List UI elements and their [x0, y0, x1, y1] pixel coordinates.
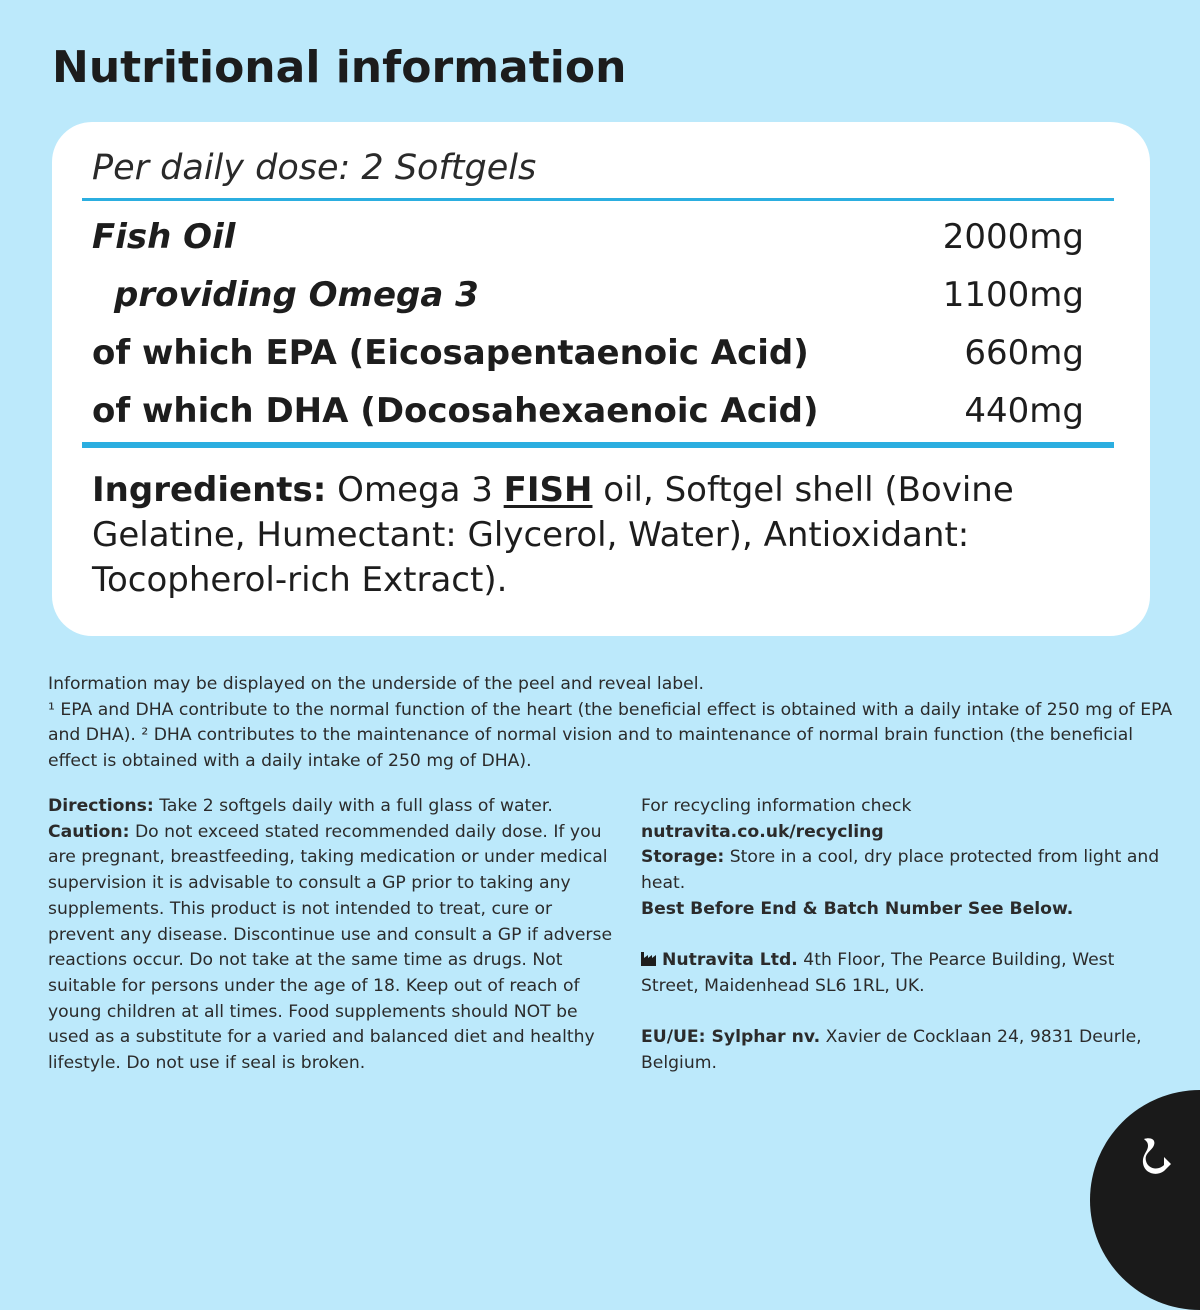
nutrient-row — [92, 333, 1084, 383]
storage-text: Store in a cool, dry place protected from light and heat. — [641, 847, 1160, 894]
health-claims: ¹ EPA and DHA contribute to the normal function of the heart (the beneficial effect is obtained with a daily intake of 250 mg of EPA and DHA). ² DHA contributes to the maintenance of normal vision and to maintenance of normal brain function (the beneficial effect is obtained with a daily intake of 250 mg of DHA). — [48, 699, 1173, 771]
eu-representative — [641, 1025, 1161, 1076]
label-info: Information may be displayed on the underside of the peel and reveal label. — [48, 674, 704, 694]
ingredients-text — [92, 468, 1092, 603]
storage — [641, 845, 1161, 896]
nutrient-row — [92, 275, 1084, 325]
storage-label: Storage: — [641, 847, 725, 868]
caution-text: Do not exceed stated recommended daily dose. If you are pregnant, breastfeeding, taking medication or under medical supervision it is advisable to consult a GP prior to taking any supplements. This product is not intended to treat, cure or prevent any disease. Discontinue use and consult a GP if adverse reactions occur. Do not take at the same time as drugs. Not suitable for persons under the age of 18. Keep out of reach of young children at all times. Food supplements should NOT be used as a substitute for a varied and balanced diet and healthy lifestyle. Do not use if seal is broken. — [48, 821, 613, 1074]
nutrient-amount: 2000mg — [942, 217, 1084, 257]
page-title: Nutritional information — [52, 42, 627, 93]
allergen: FISH — [503, 470, 593, 510]
info-block — [48, 672, 1178, 774]
corner-badge — [1090, 1090, 1200, 1310]
caution-label: Caution: — [48, 821, 130, 842]
divider — [82, 198, 1114, 201]
nutrient-row — [92, 217, 1084, 267]
manufacturer-name: Nutravita Ltd. — [662, 949, 798, 970]
divider-thick — [82, 442, 1114, 448]
caution — [48, 820, 613, 1077]
ingredients-label: Ingredients: — [92, 470, 327, 510]
storage-column — [641, 794, 1161, 1076]
nutravita-logo-icon — [1138, 1133, 1178, 1181]
directions-column — [48, 794, 613, 1077]
nutrition-panel — [52, 122, 1150, 636]
ingredients-part: oil, Softgel shell (Bovine Gelatine, Humectant: Glycerol, Water), Antioxidant: Tocopherol-rich Extract). — [92, 470, 1014, 600]
recycling-text: For recycling information check — [641, 796, 912, 816]
nutrient-row — [92, 391, 1084, 441]
ingredients-part: Omega 3 — [326, 470, 504, 510]
manufacturer-address: 4th Floor, The Pearce Building, West Street, Maidenhead SL6 1RL, UK. — [641, 949, 1115, 997]
nutrient-name: Fish Oil — [92, 217, 236, 257]
nutrient-name: of which EPA (Eicosapentaenoic Acid) — [92, 333, 809, 373]
nutrient-amount: 440mg — [964, 391, 1084, 431]
directions-text: Take 2 softgels daily with a full glass of water. — [153, 796, 553, 816]
nutrient-amount: 660mg — [964, 333, 1084, 373]
directions-label: Directions: — [48, 796, 154, 816]
manufacturer — [641, 948, 1161, 1000]
nutrient-amount: 1100mg — [942, 275, 1084, 315]
nutrient-name: of which DHA (Docosahexaenoic Acid) — [92, 391, 819, 431]
factory-icon — [641, 949, 658, 975]
daily-dose: Per daily dose: 2 Softgels — [92, 148, 537, 188]
eu-address: Xavier de Cocklaan 24, 9831 Deurle, Belgium. — [641, 1026, 1142, 1073]
nutrient-name: providing Omega 3 — [114, 275, 479, 315]
directions — [48, 794, 613, 820]
recycling-link[interactable]: nutravita.co.uk/recycling — [641, 821, 884, 842]
eu-label: EU/UE: Sylphar nv. — [641, 1026, 821, 1047]
best-before: Best Before End & Batch Number See Below. — [641, 898, 1074, 919]
